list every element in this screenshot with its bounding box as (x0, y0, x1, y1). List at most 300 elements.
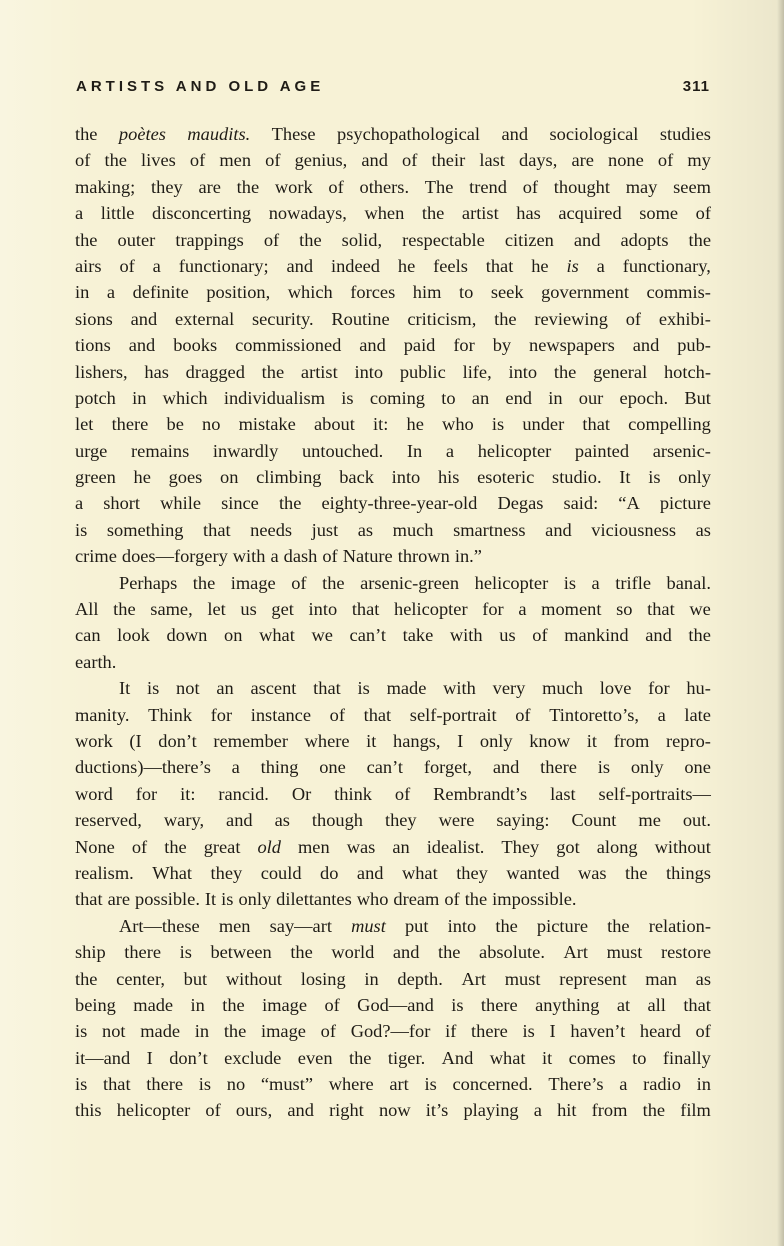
word: possible. (135, 889, 200, 910)
word: not (102, 1021, 126, 1042)
word: in (75, 282, 90, 303)
word: the (495, 915, 518, 936)
word: something (106, 519, 184, 540)
word: and (128, 335, 156, 356)
word: the (553, 361, 577, 382)
word: the (464, 889, 488, 910)
word: men (298, 836, 330, 857)
word: Nature (342, 546, 393, 567)
text-line (75, 649, 711, 675)
text-line (75, 385, 711, 411)
word: of (695, 1021, 711, 1042)
word: is (522, 1021, 535, 1042)
word: hangs, (393, 730, 441, 751)
word: I (457, 730, 464, 751)
word: do (320, 862, 339, 883)
word: Tintoretto’s, (549, 704, 639, 725)
word: green (75, 467, 116, 488)
word: on (220, 467, 239, 488)
word: has (516, 203, 541, 224)
text-line (75, 834, 711, 860)
word: earth. (75, 651, 117, 672)
word: inwardly (212, 440, 279, 461)
word: Rembrandt’s (433, 783, 528, 804)
word: untouched. (301, 440, 384, 461)
word: an (392, 836, 410, 857)
word: very (492, 678, 526, 699)
word: the (421, 203, 445, 224)
word: is (75, 1021, 88, 1042)
word: outer (117, 229, 156, 250)
text-line (75, 596, 711, 622)
text-line (75, 728, 711, 754)
page-number: 311 (682, 78, 710, 95)
word: respectable (402, 229, 485, 250)
word: a (106, 282, 116, 303)
text-line (75, 1045, 711, 1071)
word: God—and (357, 994, 434, 1015)
word: Art—these (119, 915, 200, 936)
word: of (291, 572, 307, 593)
word: dream (393, 889, 440, 910)
word: if (445, 1021, 457, 1042)
word: seem (673, 176, 711, 197)
word: it (366, 730, 377, 751)
word: there (540, 757, 577, 778)
word: there (111, 414, 149, 435)
word: which (287, 282, 333, 303)
word: Or (291, 783, 312, 804)
word: that (647, 599, 675, 620)
word: to (632, 1047, 647, 1068)
word: radio (643, 1074, 681, 1095)
text-line (75, 675, 711, 701)
word: days, (519, 150, 558, 171)
word: Degas (497, 493, 544, 514)
text-line (75, 807, 711, 833)
running-head: ARTISTS AND OLD AGE (76, 78, 325, 95)
word: the (104, 150, 127, 171)
word: citizen (504, 229, 554, 250)
word: a (270, 546, 279, 567)
word: look (117, 625, 150, 646)
word: paid (403, 335, 436, 356)
word: got (556, 836, 580, 857)
word: is (179, 942, 192, 963)
word: my (687, 150, 711, 171)
word: without (225, 968, 283, 989)
word: about (313, 414, 355, 435)
word: image (261, 1021, 306, 1042)
word: psychopathological (337, 124, 481, 144)
word: heard (639, 1021, 681, 1042)
word: mankind (564, 625, 629, 646)
word: know (529, 730, 571, 751)
word: a (75, 493, 84, 514)
word: which (162, 387, 208, 408)
body-text (75, 121, 711, 1124)
word: from (613, 730, 650, 751)
text-line (75, 279, 711, 305)
word: since (221, 493, 259, 514)
text-line (75, 939, 711, 965)
word: it (586, 730, 597, 751)
text-line (75, 121, 711, 147)
word: newspapers (529, 335, 615, 356)
word: they (384, 810, 417, 831)
word: studies (659, 124, 711, 144)
word: put (404, 915, 429, 936)
word: into (391, 467, 421, 488)
word: of (522, 176, 539, 197)
word: and (392, 942, 420, 963)
word: is (424, 1074, 437, 1095)
word: has (144, 361, 169, 382)
word: only (479, 730, 513, 751)
word: is (451, 994, 464, 1015)
word: Art (563, 942, 589, 963)
word: only (630, 757, 664, 778)
word: wanted (506, 862, 560, 883)
word: we (311, 625, 333, 646)
word: last (479, 150, 505, 171)
word: the (164, 836, 187, 857)
word: smartness (453, 519, 526, 540)
word: none (608, 150, 644, 171)
word: dash (283, 546, 318, 567)
word: haven’t (570, 1021, 626, 1042)
word: repro- (665, 730, 711, 751)
word: between (210, 942, 272, 963)
word: and (226, 810, 253, 831)
text-line (75, 490, 711, 516)
text-line (75, 359, 711, 385)
word: and (501, 124, 529, 144)
word: Art (461, 968, 487, 989)
word: feels (433, 255, 468, 276)
word: and (286, 255, 314, 276)
word: are (107, 889, 131, 910)
word: the (261, 361, 285, 382)
word: last (550, 783, 576, 804)
word: by (492, 335, 512, 356)
text-line (75, 860, 711, 886)
word: who (442, 414, 474, 435)
word: God?—for (350, 1021, 431, 1042)
word: is (75, 1074, 88, 1095)
word: the (607, 915, 630, 936)
word: can’t (349, 625, 386, 646)
word: the (192, 572, 216, 593)
word: Routine (331, 308, 390, 329)
word: is (357, 678, 370, 699)
word: the (75, 229, 98, 250)
word: needs (250, 519, 293, 540)
word: don’t (169, 1047, 208, 1068)
word: the (75, 968, 98, 989)
word: that (75, 889, 103, 910)
word: impossible. (492, 889, 577, 910)
word: who (356, 889, 389, 910)
word: banal. (666, 572, 711, 593)
word: crime (75, 546, 117, 567)
word: realism. (75, 862, 134, 883)
word: we (689, 599, 711, 620)
text-line (75, 966, 711, 992)
word: center, (116, 968, 165, 989)
word: as (274, 810, 290, 831)
word: but (183, 968, 208, 989)
word: that (582, 414, 610, 435)
word: is (341, 387, 354, 408)
word: a (619, 1074, 628, 1095)
word: in (548, 387, 563, 408)
word: let (207, 599, 226, 620)
word: say—art (269, 915, 332, 936)
word: ductions)—there’s (75, 757, 211, 778)
word: hu- (686, 678, 711, 699)
word: the (494, 308, 517, 329)
word: of (263, 229, 280, 250)
word: work (274, 176, 313, 197)
text-line (75, 570, 711, 596)
word: men (219, 150, 252, 171)
word: trend (469, 176, 507, 197)
word: right (329, 1100, 364, 1121)
word: of (265, 150, 281, 171)
word: one (684, 757, 711, 778)
word: genius, (294, 150, 348, 171)
word: and (573, 229, 601, 250)
word: books (173, 335, 218, 356)
word: must (351, 915, 386, 936)
word: even (297, 1047, 333, 1068)
word: losing (300, 968, 346, 989)
word: and (130, 308, 158, 329)
word: is (648, 467, 661, 488)
word: It (619, 467, 631, 488)
word: at (616, 994, 631, 1015)
word: no (202, 414, 221, 435)
word: manity. (75, 704, 130, 725)
word: In (406, 440, 423, 461)
word: making; (75, 176, 136, 197)
word: me (638, 810, 661, 831)
word: for (453, 335, 475, 356)
word: the (642, 1100, 666, 1121)
word: when (364, 203, 405, 224)
word: solid, (341, 229, 383, 250)
word: remember (213, 730, 288, 751)
word: as (695, 519, 711, 540)
word: ship (75, 942, 106, 963)
word: into (308, 599, 338, 620)
word: goes (168, 467, 203, 488)
word: were (438, 810, 475, 831)
word: he (397, 255, 416, 276)
word: down (166, 625, 208, 646)
word: some (639, 203, 679, 224)
word: is (198, 1074, 212, 1095)
word: viciousness (591, 519, 677, 540)
word: artist (300, 361, 338, 382)
word: where (304, 730, 350, 751)
word: in (194, 1021, 210, 1042)
word: as (357, 519, 374, 540)
word: tiger. (387, 1047, 426, 1068)
word: along (596, 836, 638, 857)
word: back (339, 467, 374, 488)
text-line (75, 174, 711, 200)
word: film (680, 1100, 711, 1121)
word: get (271, 599, 294, 620)
word: there (124, 942, 162, 963)
word: was (346, 836, 376, 857)
word: now (378, 1100, 411, 1121)
word: commis- (646, 282, 711, 303)
word: made (133, 994, 174, 1015)
word: this (75, 1100, 102, 1121)
word: They (501, 836, 540, 857)
word: what (401, 862, 438, 883)
word: take (402, 625, 434, 646)
word: trappings (175, 229, 244, 250)
word: of (324, 994, 340, 1015)
word: made (386, 678, 427, 699)
word: coming (369, 387, 425, 408)
word: maudits. (187, 124, 251, 144)
word: esoteric (477, 467, 535, 488)
word: arsenic- (652, 440, 711, 461)
word: as (695, 968, 711, 989)
text-line (75, 1018, 711, 1044)
word: of (657, 150, 674, 171)
word: it: (180, 783, 196, 804)
word: that (363, 704, 392, 725)
word: criticism, (407, 308, 477, 329)
word: lishers, (75, 361, 128, 382)
word: much (542, 678, 583, 699)
word: the (223, 1021, 247, 1042)
word: a (152, 255, 161, 276)
word: let (75, 414, 94, 435)
word: functionary, (622, 255, 711, 276)
word: reserved, (75, 810, 142, 831)
word: a (591, 572, 600, 593)
word: compelling (628, 414, 711, 435)
word: the (299, 229, 322, 250)
text-line (75, 622, 711, 648)
word: that (351, 599, 380, 620)
word: it: (373, 414, 389, 435)
word: into (354, 361, 384, 382)
word: is (566, 255, 579, 276)
word: “must” (260, 1074, 313, 1095)
word: can (75, 625, 101, 646)
word: comes (568, 1047, 616, 1068)
word: of (444, 889, 460, 910)
word: of (532, 625, 548, 646)
word: while (160, 493, 201, 514)
word: men (218, 915, 251, 936)
word: is (563, 572, 577, 593)
word: picture (536, 915, 588, 936)
word: pub- (677, 335, 711, 356)
word: restore (660, 942, 711, 963)
word: and (361, 150, 388, 171)
word: into (447, 915, 477, 936)
word: public (399, 361, 446, 382)
word: hotch- (663, 361, 711, 382)
word: work (75, 730, 113, 751)
word: said: (563, 493, 599, 514)
word: a (533, 1100, 542, 1121)
word: thought (553, 176, 610, 197)
word: ours, (235, 1100, 273, 1121)
word: just (311, 519, 339, 540)
word: us (240, 599, 257, 620)
word: us (499, 625, 516, 646)
word: to (441, 387, 456, 408)
word: the (236, 176, 260, 197)
word: what (259, 625, 295, 646)
word: the (290, 942, 313, 963)
word: of (131, 836, 148, 857)
word: great (203, 836, 241, 857)
word: under (522, 414, 565, 435)
word: sociological (549, 124, 639, 144)
word: for (135, 783, 158, 804)
word: not (176, 678, 200, 699)
word: and (632, 335, 660, 356)
word: art (389, 1074, 409, 1095)
word: the (222, 994, 245, 1015)
word: exhibi- (658, 308, 711, 329)
word: saying: (496, 810, 550, 831)
word: things (665, 862, 711, 883)
word: the (322, 572, 345, 593)
word: picture (659, 493, 711, 514)
word: is (491, 414, 505, 435)
word: without (654, 836, 711, 857)
word: that (203, 519, 231, 540)
word: potch (75, 387, 116, 408)
text-line (75, 253, 711, 279)
word: a (231, 757, 240, 778)
word: of (515, 704, 531, 725)
word: short (103, 493, 141, 514)
word: of (695, 203, 711, 224)
word: These (271, 124, 316, 144)
text-line (75, 306, 711, 332)
word: helicopter (477, 440, 552, 461)
word: thing (260, 757, 299, 778)
text-line (75, 464, 711, 490)
word: world (331, 942, 375, 963)
word: airs (75, 255, 102, 276)
word: trifle (615, 572, 651, 593)
word: they (151, 176, 183, 197)
word: relation- (648, 915, 711, 936)
text-line (75, 438, 711, 464)
word: moment (541, 599, 602, 620)
word: functionary; (178, 255, 269, 276)
text-line (75, 913, 711, 939)
word: the (348, 1047, 372, 1068)
word: a (596, 255, 605, 276)
page-edge-shadow (777, 0, 784, 1246)
word: man (645, 968, 677, 989)
